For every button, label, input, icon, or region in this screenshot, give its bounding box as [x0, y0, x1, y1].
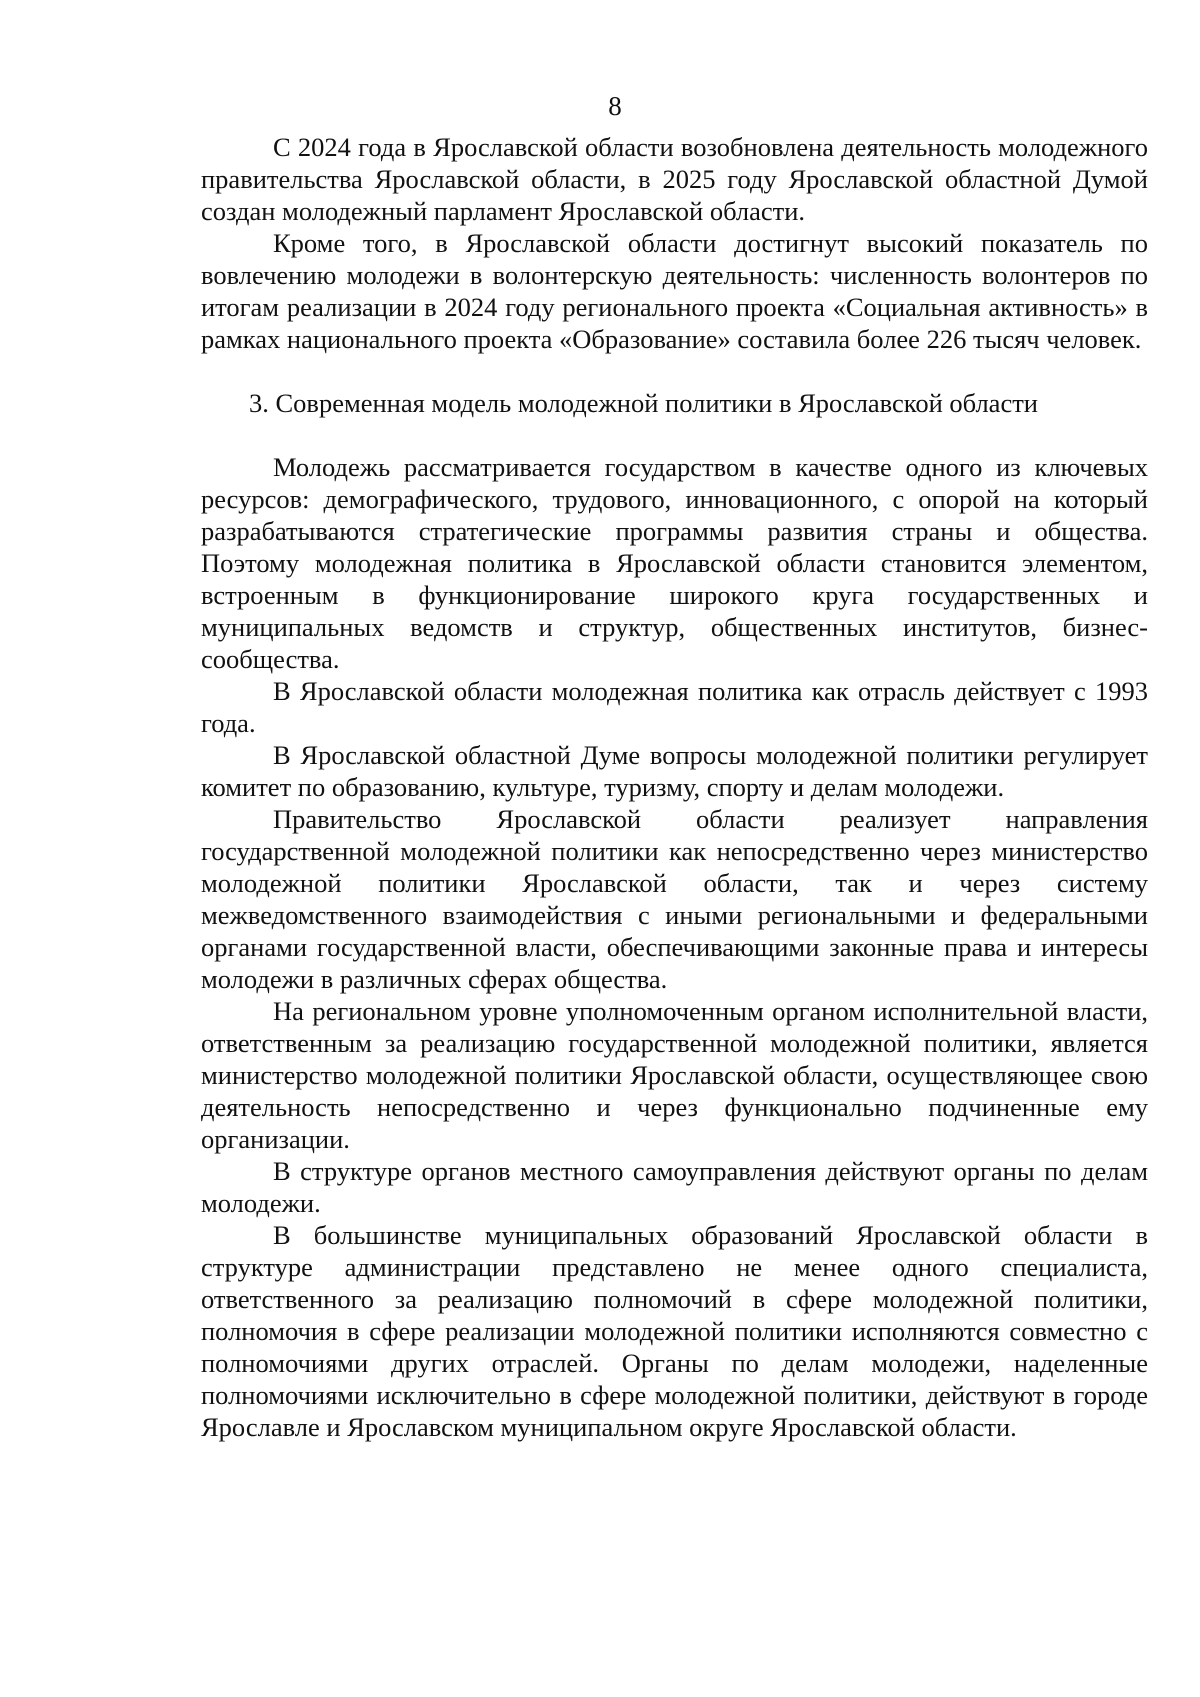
paragraph: На региональном уровне уполномоченным органом исполнительной власти, ответственным за реализацию государственной молодежной политики, является министерство молодежной политики Ярославской области, осуществляющее свою деятельность непосредственно и через функционально подчиненные ему организации.	[201, 996, 1148, 1154]
page-number: 8	[608, 91, 622, 121]
paragraph: С 2024 года в Ярославской области возобновлена деятельность молодежного правительства Ярославской области, в 2025 году Ярославской областной Думой создан молодежный парламент Ярославской области.	[201, 132, 1148, 226]
paragraph: Молодежь рассматривается государством в качестве одного из ключевых ресурсов: демографического, трудового, инновационного, с опорой на который разрабатываются стратегические программы развития страны и общества. Поэтому молодежная политика в Ярославской области становится элементом, встроенным в функционирование широкого круга государственных и муниципальных ведомств и структур, общественных институтов, бизнес-сообщества.	[201, 452, 1148, 674]
paragraph: В большинстве муниципальных образований Ярославской области в структуре администрации представлено не менее одного специалиста, ответственного за реализацию полномочий в сфере молодежной политики, полномочия в сфере реализации молодежной политики исполняются совместно с полномочиями других отраслей. Органы по делам молодежи, наделенные полномочиями исключительно в сфере молодежной политики, действуют в городе Ярославле и Ярославском муниципальном округе Ярославской области.	[201, 1220, 1148, 1442]
paragraph: В Ярославской области молодежная политика как отрасль действует с 1993 года.	[201, 676, 1148, 738]
section-heading: 3. Современная модель молодежной политики в Ярославской области	[249, 388, 1038, 418]
paragraph: Правительство Ярославской области реализует направления государственной молодежной политики как непосредственно через министерство молодежной политики Ярославской области, так и через систему межведомственного взаимодействия с иными региональными и федеральными органами государственной власти, обеспечивающими законные права и интересы молодежи в различных сферах общества.	[201, 804, 1148, 994]
paragraph: Кроме того, в Ярославской области достигнут высокий показатель по вовлечению молодежи в волонтерскую деятельность: численность волонтеров по итогам реализации в 2024 году регионального проекта «Социальная активность» в рамках национального проекта «Образование» составила более 226 тысяч человек.	[201, 228, 1148, 354]
paragraph: В Ярославской областной Думе вопросы молодежной политики регулирует комитет по образованию, культуре, туризму, спорту и делам молодежи.	[201, 740, 1148, 802]
paragraph: В структуре органов местного самоуправления действуют органы по делам молодежи.	[201, 1156, 1148, 1218]
document-body	[201, 131, 1148, 1443]
